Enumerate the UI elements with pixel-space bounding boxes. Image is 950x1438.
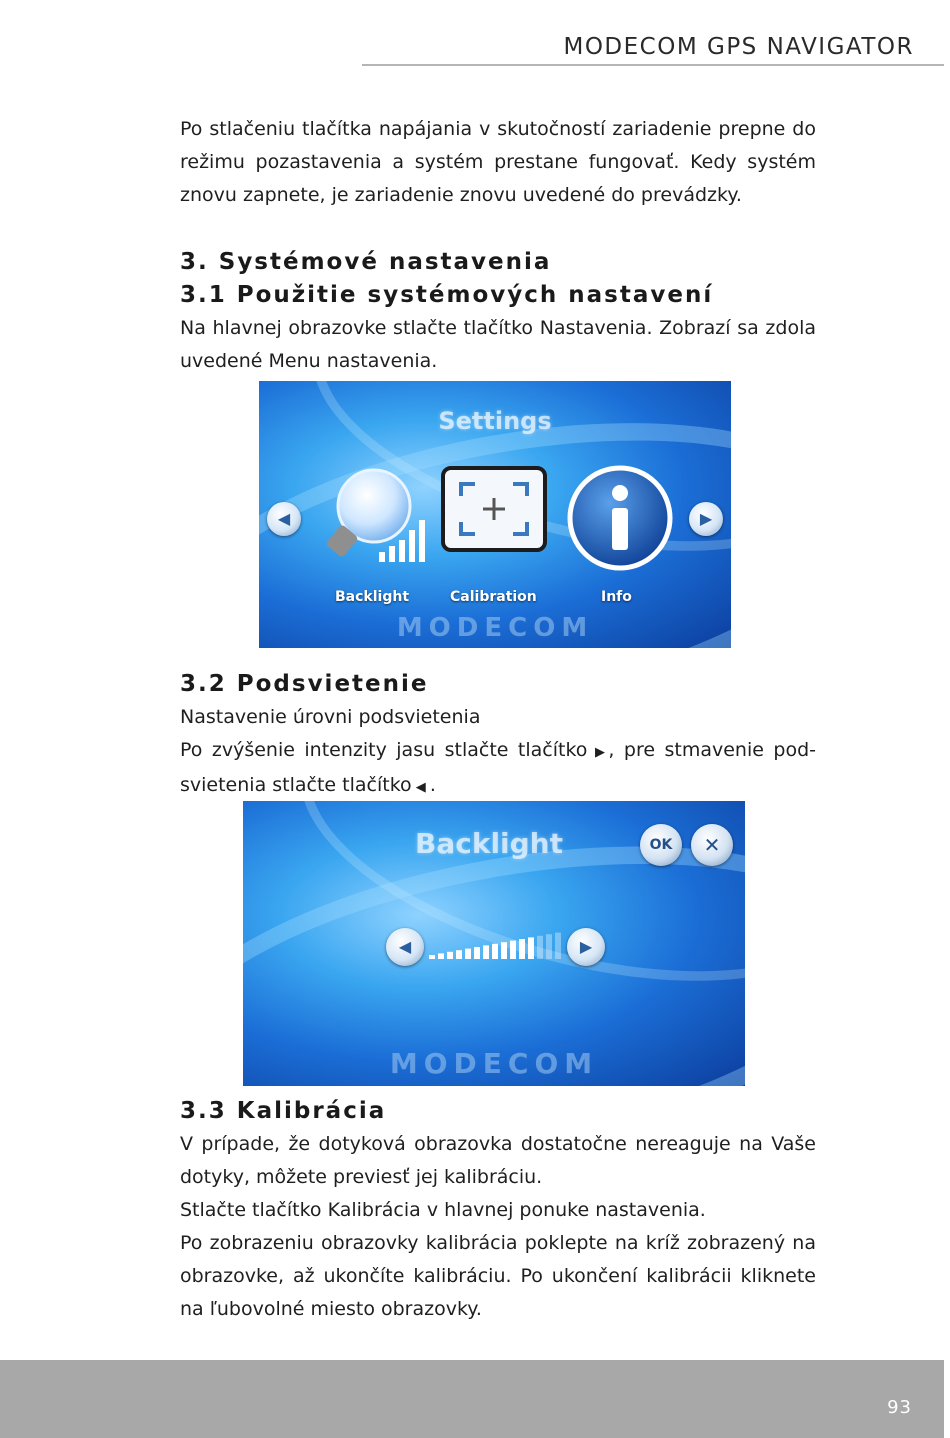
level-bar	[510, 941, 516, 959]
section-3-2-line2b: , pre stmavenie pod-svietenia stlačte tlačítko	[180, 739, 816, 796]
settings-screen-title: Settings	[438, 407, 552, 435]
level-bar	[483, 945, 489, 959]
level-bar	[555, 933, 561, 959]
backlight-screen-image	[243, 801, 745, 1086]
section-3-3-p1: V prípade, že dotyková obrazovka dostatočne nereaguje na Vaše dotyky, môžete previesť jej kalibráciu.	[180, 1133, 816, 1188]
page-header	[362, 30, 944, 66]
header-rule	[362, 64, 944, 66]
section-3-1-heading: 3.1 Použitie systémových nastavení	[180, 282, 714, 308]
level-bar	[474, 947, 480, 959]
level-bar	[456, 950, 462, 959]
section-3-2-line1: Nastavenie úrovni podsvietenia	[180, 706, 481, 728]
level-bar	[501, 942, 507, 959]
level-bar	[528, 937, 534, 959]
ok-button-icon: OK	[640, 824, 682, 866]
backlight-screen-title: Backlight	[414, 827, 563, 860]
page-footer	[0, 1360, 944, 1438]
level-bar	[465, 949, 471, 959]
left-triangle-icon: ◀	[411, 780, 430, 795]
backlight-decrease-icon: ◀	[386, 928, 424, 966]
right-triangle-icon: ▶	[587, 745, 609, 760]
info-icon	[565, 463, 675, 573]
settings-item-info: Info	[601, 589, 632, 605]
section-3-2	[180, 668, 816, 804]
right-arrow-icon: ▶	[689, 502, 723, 536]
page-number: 93	[887, 1397, 912, 1418]
section-3-2-heading: 3.2 Podsvietenie	[180, 671, 429, 697]
header-title: MODECOM GPS NAVIGATOR	[563, 34, 914, 60]
section-3-2-line2a: Po zvýšenie intenzity jasu stlačte tlačítko	[180, 739, 588, 761]
settings-item-calibration: Calibration	[450, 589, 537, 605]
level-bar	[429, 955, 435, 959]
section-3-2-line2	[180, 734, 816, 804]
section-3-1-text: Na hlavnej obrazovke stlačte tlačítko Nastavenia. Zobrazí sa zdola uvedené Menu nastavenia.	[180, 317, 816, 372]
close-button-icon: ✕	[691, 824, 733, 866]
section-3-3	[180, 1095, 816, 1326]
intro-paragraph: Po stlačeniu tlačítka napájania v skutočností zariadenie prepne do režimu pozastavenia a systém prestane fungovať. Kedy systém znovu zapnete, je zariadenie znovu uvedené do prevádzky.	[180, 118, 816, 206]
level-bar	[546, 934, 552, 959]
level-bar	[492, 944, 498, 959]
section-3-3-heading: 3.3 Kalibrácia	[180, 1098, 387, 1124]
backlight-increase-icon: ▶	[567, 928, 605, 966]
calibration-crosshair-icon	[441, 466, 547, 552]
settings-screen-image	[259, 381, 731, 648]
section-3-heading: 3. Systémové nastavenia	[180, 249, 552, 275]
settings-item-backlight: Backlight	[335, 589, 410, 605]
left-arrow-icon: ◀	[267, 502, 301, 536]
section-3-3-p2: Stlačte tlačítko Kalibrácia v hlavnej ponuke nastavenia.	[180, 1199, 706, 1221]
level-bar	[438, 953, 444, 959]
section-3-3-p3: Po zobrazeniu obrazovky kalibrácia poklepte na kríž zobrazený na obrazovke, až ukončíte kalibráciu. Po ukončení kalibrácii kliknete na ľubovolné miesto obrazovky.	[180, 1232, 816, 1320]
section-3-2-line2c: .	[429, 774, 436, 796]
page-content	[180, 113, 816, 378]
level-bar	[447, 952, 453, 959]
level-bar	[519, 939, 525, 959]
backlight-bulb-icon	[319, 466, 439, 576]
modecom-logo: MODECOM	[389, 1047, 599, 1080]
backlight-level-bars	[429, 929, 563, 961]
modecom-logo: MODECOM	[396, 613, 594, 643]
level-bar	[537, 936, 543, 959]
